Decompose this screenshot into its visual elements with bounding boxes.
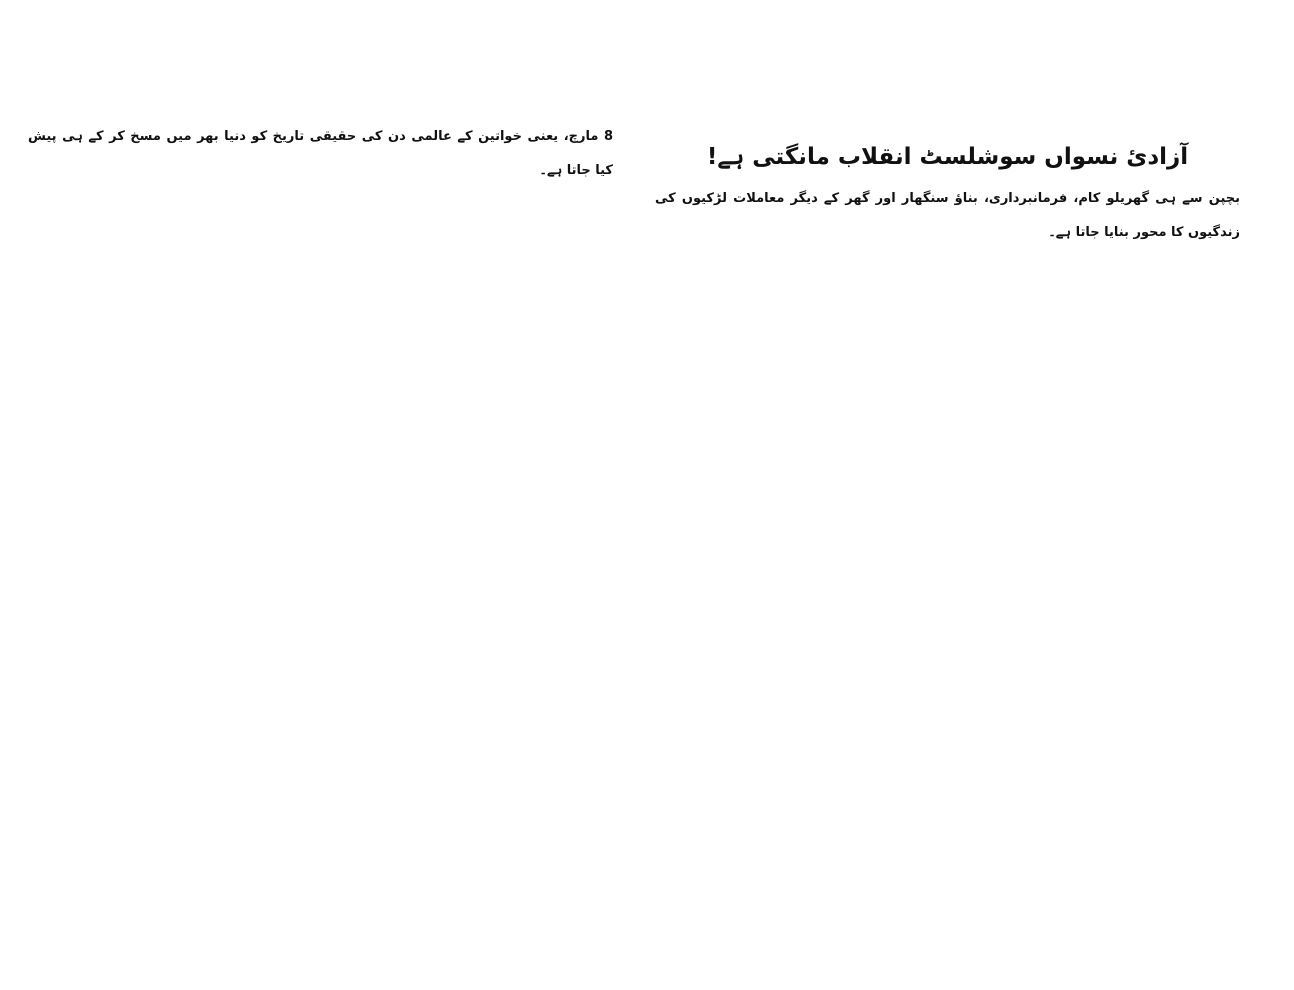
right-column: [655, 140, 1240, 980]
left-column: [28, 120, 613, 980]
article-headline: آزادئ نسواں سوشلسٹ انقلاب مانگتی ہے!: [706, 144, 1189, 170]
column-gutter: [627, 110, 628, 980]
article-paragraph: بچپن سے ہی گھریلو کام، فرمانبرداری، بناؤ سنگھار اور گھر کے دیگر معاملات لڑکیوں کی زندگیوں کا محور بنایا جاتا ہے۔: [655, 191, 1240, 240]
article-paragraph: 8 مارچ، یعنی خواتین کے عالمی دن کی حقیقی تاریخ کو دنیا بھر میں مسخ کر کے ہی پیش کیا جاتا ہے۔: [28, 129, 613, 178]
